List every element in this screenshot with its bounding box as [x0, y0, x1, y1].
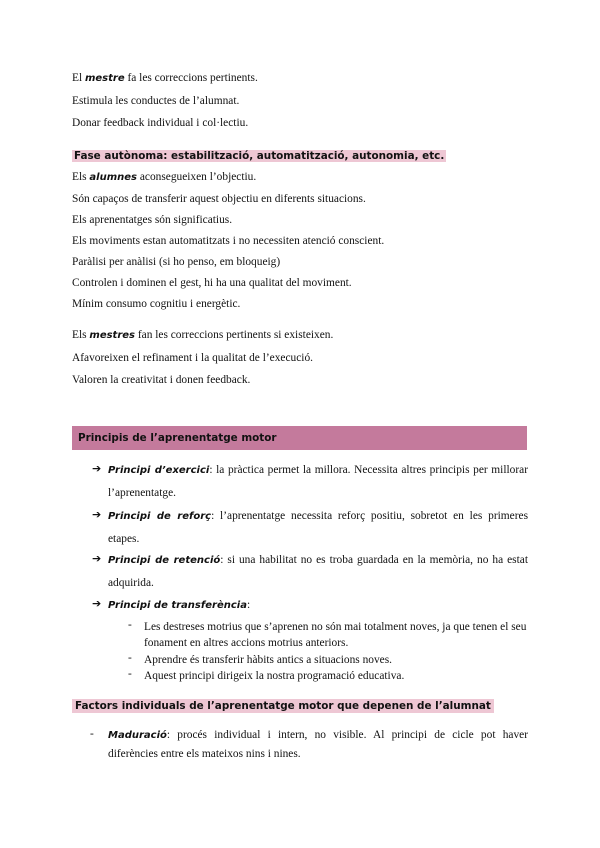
bold-term: mestres: [89, 330, 136, 341]
text: El: [72, 72, 85, 84]
paragraph-line: Afavoreixen el refinament i la qualitat de l’execució.: [72, 352, 313, 364]
sub-item: Aprendre és transferir hàbits antics a situacions noves.: [144, 654, 392, 666]
paragraph-line: Són capaços de transferir aquest objectiu en diferents situacions.: [72, 193, 366, 205]
factor-label: Maduració: [108, 730, 167, 741]
bold-term: mestre: [84, 73, 125, 84]
paragraph-line: [72, 329, 333, 341]
phase-title-text: Fase autònoma: estabilització, automatització, autonomia, etc.: [74, 150, 445, 162]
sub-item: Aquest principi dirigeix la nostra programació educativa.: [144, 670, 405, 682]
principle-label: Principi de retenció: [108, 555, 221, 566]
paragraph-line: Mínim consumo cognitiu i energètic.: [72, 298, 241, 310]
principle-text: : si una habilitat no es troba guardada en la memòria, no ha estat adquirida.: [108, 554, 528, 589]
factor-item: [108, 726, 528, 764]
text: fan les correccions pertinents si existeixen.: [135, 329, 334, 341]
phase-title: [72, 150, 446, 162]
paragraph-line: Valoren la creativitat i donen feedback.: [72, 374, 251, 386]
paragraph-line: Paràlisi per anàlisi (si ho penso, em bloqueig): [72, 256, 281, 268]
principle-item: [108, 459, 528, 504]
factor-text: : procés individual i intern, no visible. Al principi de cicle pot haver diferències entre els mateixos nins i nines.: [108, 729, 528, 760]
section-heading: Principis de l’aprenentatge motor: [78, 432, 277, 444]
principle-item: [108, 594, 528, 617]
text: aconsegueixen l’objectiu.: [136, 171, 257, 183]
paragraph-line: Estimula les conductes de l’alumnat.: [72, 95, 240, 107]
dash-bullet: -: [128, 652, 132, 664]
dash-bullet: -: [128, 619, 132, 631]
text: Els: [72, 171, 90, 183]
dash-bullet: -: [90, 728, 94, 740]
paragraph-line: [72, 171, 256, 183]
paragraph-line: Controlen i dominen el gest, hi ha una qualitat del moviment.: [72, 277, 352, 289]
paragraph-line: Donar feedback individual i col·lectiu.: [72, 117, 249, 129]
principle-item: [108, 549, 528, 594]
text: Els: [72, 329, 90, 341]
arrow-bullet-icon: ➔: [92, 462, 102, 475]
paragraph-line: Els aprenentatges són significatius.: [72, 214, 233, 226]
arrow-bullet-icon: ➔: [92, 597, 102, 610]
paragraph-line: [72, 72, 258, 84]
bold-term: alumnes: [89, 172, 137, 183]
arrow-bullet-icon: ➔: [92, 552, 102, 565]
dash-bullet: -: [128, 668, 132, 680]
paragraph-line: Els moviments estan automatitzats i no necessiten atenció conscient.: [72, 235, 385, 247]
principle-text: : l’aprenentatge necessita reforç positiu, sobretot en les primeres etapes.: [108, 510, 529, 545]
sub-item: Les destreses motrius que s’aprenen no són mai totalment noves, ja que tenen el seu fonament en altres accions motrius anteriors.: [144, 621, 527, 649]
text: fa les correccions pertinents.: [124, 72, 258, 84]
section-heading: [72, 700, 494, 712]
principle-text: :: [246, 599, 251, 611]
principle-item: [108, 505, 528, 550]
arrow-bullet-icon: ➔: [92, 508, 102, 521]
principle-label: Principi d’exercici: [108, 465, 210, 476]
principle-label: Principi de reforç: [108, 511, 212, 522]
section-heading-text: Factors individuals de l’aprenentatge motor que depenen de l’alumnat: [72, 699, 494, 713]
principle-label: Principi de transferència: [108, 600, 247, 611]
principle-text: : la pràctica permet la millora. Necessita altres principis per millorar l’aprenentatge.: [108, 464, 528, 499]
